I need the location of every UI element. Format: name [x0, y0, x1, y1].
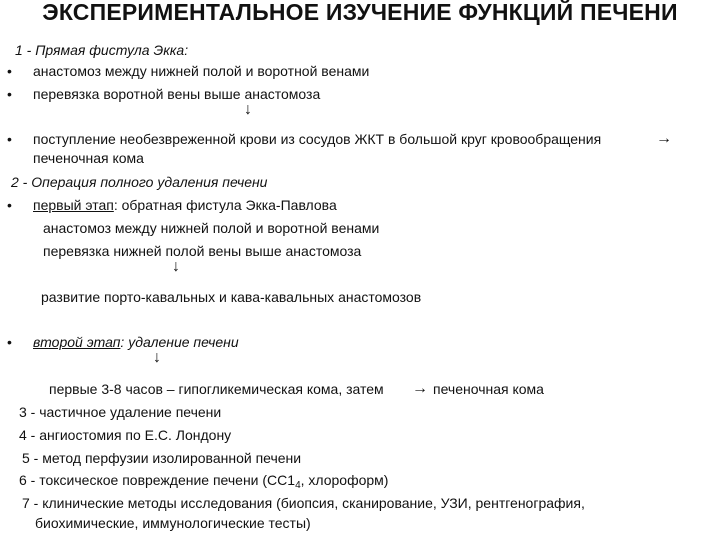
stage2-label: второй этап: [33, 334, 121, 350]
section1-item3: поступление необезвреженной крови из сосудов ЖКТ в большой круг кровообращения: [33, 131, 602, 147]
section1-item3-cont: печеночная кома: [33, 150, 144, 166]
item-3: 3 - частичное удаление печени: [19, 404, 222, 420]
stage2-text: : удаление печени: [120, 334, 239, 350]
stage1-line3: перевязка нижней полой вены выше анастомоза: [43, 243, 362, 259]
stage2-result-a: первые 3-8 часов – гипогликемическая кома, затем: [49, 381, 384, 397]
item-6: [19, 472, 388, 494]
arrow-down-icon: ↓: [172, 258, 180, 275]
section1-item2: перевязка воротной вены выше анастомоза: [33, 86, 321, 102]
item-4: 4 - ангиостомия по Е.С. Лондону: [19, 427, 232, 443]
bullet-3: •: [7, 131, 12, 147]
item-6-text-a: 6 - токсическое повреждение печени (СС1: [19, 472, 296, 488]
page-title: ЭКСПЕРИМЕНТАЛЬНОЕ ИЗУЧЕНИЕ ФУНКЦИЙ ПЕЧЕНИ: [42, 0, 678, 25]
stage2-result-b: печеночная кома: [433, 381, 544, 397]
stage2-line: [33, 334, 239, 351]
stage1-result: развитие порто-кавальных и кава-кавальных анастомозов: [41, 289, 422, 305]
section2-heading: 2 - Операция полного удаления печени: [11, 174, 268, 190]
arrow-right-icon: →: [412, 380, 428, 397]
item-7: 7 - клинические методы исследования (биопсия, сканирование, УЗИ, рентгенография,: [22, 495, 585, 511]
stage1-label: первый этап: [33, 197, 114, 213]
item-6-text-b: , хлороформ): [300, 472, 389, 488]
section1-item1: анастомоз между нижней полой и воротной венами: [33, 63, 370, 79]
section1-heading: 1 - Прямая фистула Экка:: [15, 42, 189, 58]
arrow-right-icon: →: [656, 130, 672, 147]
arrow-down-icon: ↓: [153, 349, 161, 366]
stage1-line2: анастомоз между нижней полой и воротной венами: [43, 220, 380, 236]
item-6-subscript: 4: [295, 480, 301, 491]
item-7-cont: биохимические, иммунологические тесты): [35, 515, 311, 531]
bullet-2: •: [7, 86, 12, 102]
bullet-4: •: [7, 197, 12, 213]
item-5: 5 - метод перфузии изолированной печени: [22, 450, 302, 466]
stage1-text: : обратная фистула Экка-Павлова: [113, 197, 337, 213]
arrow-down-icon: ↓: [244, 101, 252, 118]
bullet-5: •: [7, 334, 12, 350]
bullet-1: •: [7, 63, 12, 79]
stage1-line: [33, 197, 337, 214]
